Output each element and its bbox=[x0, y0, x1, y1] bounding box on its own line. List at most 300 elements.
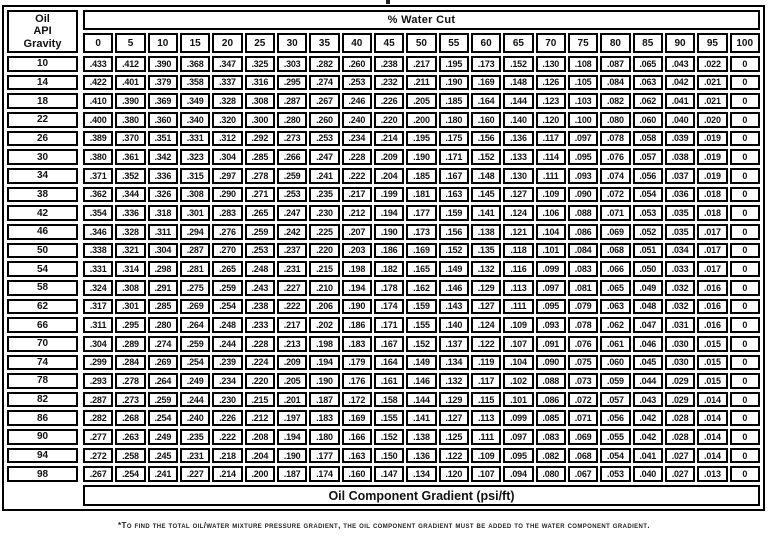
gradient-value-cell: .100 bbox=[568, 112, 598, 128]
gradient-value-cell: .103 bbox=[568, 93, 598, 109]
gradient-value-cell: .390 bbox=[115, 93, 145, 109]
gradient-value-cell: .259 bbox=[148, 392, 178, 408]
gradient-value-cell: .066 bbox=[600, 261, 630, 277]
gradient-value-cell: .241 bbox=[148, 466, 178, 482]
gradient-value-cell: .081 bbox=[568, 280, 598, 296]
water-cut-col-header: 45 bbox=[374, 33, 404, 53]
gradient-value-cell: .379 bbox=[148, 75, 178, 91]
gravity-row-label: 30 bbox=[7, 149, 78, 165]
gradient-value-cell: .389 bbox=[83, 131, 113, 147]
gradient-value-cell: .200 bbox=[406, 112, 436, 128]
gradient-value-cell: .244 bbox=[212, 336, 242, 352]
gradient-value-cell: .242 bbox=[277, 224, 307, 240]
gradient-value-cell: .422 bbox=[83, 75, 113, 91]
gradient-value-cell: .086 bbox=[568, 224, 598, 240]
gradient-value-cell: .030 bbox=[665, 355, 695, 371]
gradient-value-cell: .152 bbox=[503, 56, 533, 72]
gradient-value-cell: .167 bbox=[374, 336, 404, 352]
gradient-value-cell: .190 bbox=[374, 224, 404, 240]
gradient-value-cell: .134 bbox=[439, 355, 469, 371]
gradient-value-cell: .235 bbox=[180, 429, 210, 445]
gravity-row-label: 58 bbox=[7, 280, 78, 296]
gradient-value-cell: .259 bbox=[277, 168, 307, 184]
gradient-value-cell: .273 bbox=[115, 392, 145, 408]
gravity-row-label: 70 bbox=[7, 336, 78, 352]
gradient-value-cell: .182 bbox=[374, 261, 404, 277]
gradient-value-cell: .051 bbox=[633, 243, 663, 259]
gradient-value-cell: .053 bbox=[600, 466, 630, 482]
gradient-value-cell: .312 bbox=[212, 131, 242, 147]
gradient-value-cell: .214 bbox=[374, 131, 404, 147]
gradient-value-cell: .072 bbox=[600, 187, 630, 203]
gradient-value-cell: .263 bbox=[115, 429, 145, 445]
gradient-value-cell: .205 bbox=[277, 373, 307, 389]
gradient-value-cell: .285 bbox=[245, 149, 275, 165]
gradient-value-cell: .220 bbox=[374, 112, 404, 128]
gravity-header-line-2: API bbox=[33, 25, 52, 38]
gradient-value-cell: .013 bbox=[697, 466, 727, 482]
table-row bbox=[83, 243, 760, 259]
table-row bbox=[83, 355, 760, 371]
gradient-value-cell: .169 bbox=[471, 75, 501, 91]
gradient-value-cell: .068 bbox=[600, 243, 630, 259]
gradient-value-cell: .304 bbox=[212, 149, 242, 165]
gravity-row-label: 90 bbox=[7, 429, 78, 445]
gradient-value-cell: .048 bbox=[633, 299, 663, 315]
gradient-value-cell: .300 bbox=[245, 112, 275, 128]
gradient-value-cell: .284 bbox=[115, 355, 145, 371]
gradient-value-cell: .328 bbox=[212, 93, 242, 109]
gradient-value-cell: .220 bbox=[245, 373, 275, 389]
gradient-value-cell: .014 bbox=[697, 429, 727, 445]
gradient-value-cell: .136 bbox=[406, 448, 436, 464]
gradient-value-cell: .137 bbox=[439, 336, 469, 352]
gradient-value-cell: .133 bbox=[503, 149, 533, 165]
gradient-value-cell: .230 bbox=[212, 392, 242, 408]
gradient-value-cell: .102 bbox=[503, 373, 533, 389]
gradient-value-cell: .303 bbox=[277, 56, 307, 72]
gradient-value-cell: .195 bbox=[406, 131, 436, 147]
water-cut-col-header: 100 bbox=[730, 33, 760, 53]
gradient-value-cell: .095 bbox=[536, 299, 566, 315]
gradient-value-cell: .259 bbox=[180, 336, 210, 352]
gradient-value-cell: .308 bbox=[115, 280, 145, 296]
gradient-value-cell: .282 bbox=[83, 410, 113, 426]
gradient-value-cell: .163 bbox=[439, 187, 469, 203]
water-cut-col-header: 50 bbox=[406, 33, 436, 53]
gradient-value-cell: .148 bbox=[503, 75, 533, 91]
table-row bbox=[83, 131, 760, 147]
table-row bbox=[83, 280, 760, 296]
gradient-value-cell: .160 bbox=[471, 112, 501, 128]
gradient-value-cell: 0 bbox=[730, 410, 760, 426]
gradient-value-cell: .294 bbox=[180, 224, 210, 240]
gradient-value-cell: .369 bbox=[148, 93, 178, 109]
gradient-value-cell: .115 bbox=[471, 392, 501, 408]
gradient-value-cell: .264 bbox=[180, 317, 210, 333]
gradient-value-cell: .059 bbox=[600, 373, 630, 389]
gradient-value-cell: .231 bbox=[180, 448, 210, 464]
gradient-value-cell: .122 bbox=[471, 336, 501, 352]
gradient-value-cell: .360 bbox=[148, 112, 178, 128]
gradient-value-cell: .198 bbox=[309, 336, 339, 352]
gradient-value-cell: .111 bbox=[536, 168, 566, 184]
gradient-value-cell: .069 bbox=[600, 224, 630, 240]
gradient-value-cell: .354 bbox=[83, 205, 113, 221]
gradient-value-cell: .084 bbox=[600, 75, 630, 91]
gradient-value-cell: .287 bbox=[180, 243, 210, 259]
gradient-value-cell: .352 bbox=[115, 168, 145, 184]
water-cut-col-header: 75 bbox=[568, 33, 598, 53]
gradient-value-cell: .062 bbox=[600, 317, 630, 333]
gravity-column-spacer bbox=[7, 485, 78, 506]
gradient-value-cell: .129 bbox=[471, 280, 501, 296]
gradient-value-cell: .097 bbox=[568, 131, 598, 147]
gradient-value-cell: .194 bbox=[374, 205, 404, 221]
gravity-row-label: 62 bbox=[7, 299, 78, 315]
gradient-value-cell: .144 bbox=[503, 93, 533, 109]
gradient-value-cell: .187 bbox=[309, 392, 339, 408]
gradient-value-cell: .190 bbox=[406, 149, 436, 165]
gradient-value-cell: .080 bbox=[600, 112, 630, 128]
gradient-value-cell: .253 bbox=[342, 75, 372, 91]
gradient-value-cell: .222 bbox=[212, 429, 242, 445]
gradient-value-cell: .346 bbox=[83, 224, 113, 240]
table-row bbox=[83, 336, 760, 352]
gradient-value-cell: .190 bbox=[342, 299, 372, 315]
water-cut-col-header: 20 bbox=[212, 33, 242, 53]
gradient-value-cell: 0 bbox=[730, 205, 760, 221]
gradient-value-cell: .018 bbox=[697, 205, 727, 221]
gradient-value-cell: .258 bbox=[115, 448, 145, 464]
gradient-value-cell: .226 bbox=[374, 93, 404, 109]
gradient-value-cell: .174 bbox=[374, 299, 404, 315]
gradient-value-cell: .148 bbox=[471, 168, 501, 184]
gradient-value-cell: .178 bbox=[374, 280, 404, 296]
gradient-value-cell: .390 bbox=[148, 56, 178, 72]
oil-gradient-table bbox=[2, 5, 765, 511]
gravity-row-label: 54 bbox=[7, 261, 78, 277]
gradient-value-cell: .278 bbox=[245, 168, 275, 184]
gradient-value-cell: .093 bbox=[568, 168, 598, 184]
gravity-row-label: 82 bbox=[7, 392, 78, 408]
water-cut-col-header: 65 bbox=[503, 33, 533, 53]
gradient-value-cell: 0 bbox=[730, 112, 760, 128]
water-cut-col-header: 85 bbox=[633, 33, 663, 53]
gradient-value-cell: .130 bbox=[503, 168, 533, 184]
gradient-value-cell: .272 bbox=[83, 448, 113, 464]
gradient-value-cell: .234 bbox=[342, 131, 372, 147]
gradient-value-cell: .156 bbox=[471, 131, 501, 147]
gradient-value-cell: .039 bbox=[665, 131, 695, 147]
gradient-value-cell: .117 bbox=[471, 373, 501, 389]
gradient-value-cell: .055 bbox=[600, 429, 630, 445]
gradient-value-cell: .164 bbox=[471, 93, 501, 109]
gradient-value-cell: .079 bbox=[568, 299, 598, 315]
gradient-value-cell: .075 bbox=[568, 355, 598, 371]
gradient-value-cell: .289 bbox=[115, 336, 145, 352]
gradient-value-cell: .260 bbox=[342, 56, 372, 72]
gradient-value-cell: .267 bbox=[309, 93, 339, 109]
gradient-value-cell: .260 bbox=[309, 112, 339, 128]
gradient-value-cell: .217 bbox=[342, 187, 372, 203]
gradient-value-cell: .032 bbox=[665, 280, 695, 296]
gradient-value-cell: .057 bbox=[633, 149, 663, 165]
gradient-value-cell: .147 bbox=[374, 466, 404, 482]
gradient-value-cell: .246 bbox=[342, 93, 372, 109]
gradient-value-cell: 0 bbox=[730, 355, 760, 371]
gradient-value-cell: .158 bbox=[374, 392, 404, 408]
gravity-row-label: 50 bbox=[7, 243, 78, 259]
gradient-value-cell: 0 bbox=[730, 149, 760, 165]
table-row bbox=[83, 392, 760, 408]
gradient-value-cell: .325 bbox=[245, 56, 275, 72]
gradient-value-cell: 0 bbox=[730, 168, 760, 184]
gradient-value-cell: .060 bbox=[600, 355, 630, 371]
gradient-value-cell: .297 bbox=[212, 168, 242, 184]
gradient-value-cell: .180 bbox=[309, 429, 339, 445]
gradient-value-cell: .240 bbox=[342, 112, 372, 128]
gradient-value-cell: .149 bbox=[406, 355, 436, 371]
gradient-value-cell: .321 bbox=[115, 243, 145, 259]
gradient-value-cell: .204 bbox=[245, 448, 275, 464]
gradient-value-cell: .109 bbox=[471, 448, 501, 464]
gradient-value-cell: .127 bbox=[439, 410, 469, 426]
gradient-value-cell: .183 bbox=[342, 336, 372, 352]
gradient-value-cell: .040 bbox=[665, 112, 695, 128]
gradient-value-cell: .175 bbox=[439, 131, 469, 147]
gradient-value-cell: .083 bbox=[536, 429, 566, 445]
gradient-value-cell: .340 bbox=[180, 112, 210, 128]
table-row bbox=[83, 112, 760, 128]
gradient-value-cell: .159 bbox=[439, 205, 469, 221]
gradient-value-cell: .022 bbox=[697, 56, 727, 72]
gradient-value-cell: .107 bbox=[503, 336, 533, 352]
gradient-value-cell: .240 bbox=[180, 410, 210, 426]
gradient-value-cell: .274 bbox=[148, 336, 178, 352]
gradient-value-cell: .031 bbox=[665, 317, 695, 333]
cropped-title-remnant bbox=[386, 0, 390, 4]
gradient-value-cell: .150 bbox=[374, 448, 404, 464]
gradient-value-cell: .149 bbox=[439, 261, 469, 277]
gradient-value-cell: .041 bbox=[665, 93, 695, 109]
gradient-value-cell: .027 bbox=[665, 466, 695, 482]
gradient-value-cell: .101 bbox=[536, 243, 566, 259]
gradient-value-cell: .040 bbox=[633, 466, 663, 482]
gradient-value-cell: .176 bbox=[342, 373, 372, 389]
gradient-value-cell: .214 bbox=[212, 466, 242, 482]
gradient-value-cell: .249 bbox=[148, 429, 178, 445]
gradient-value-cell: .143 bbox=[439, 299, 469, 315]
gradient-value-cell: .018 bbox=[697, 187, 727, 203]
gradient-value-cell: .028 bbox=[665, 410, 695, 426]
gradient-value-cell: .076 bbox=[600, 149, 630, 165]
gradient-value-cell: .105 bbox=[568, 75, 598, 91]
gradient-value-cell: .047 bbox=[633, 317, 663, 333]
gradient-value-cell: 0 bbox=[730, 466, 760, 482]
water-cut-col-header: 40 bbox=[342, 33, 372, 53]
gradient-value-cell: .106 bbox=[536, 205, 566, 221]
gradient-value-cell: .017 bbox=[697, 243, 727, 259]
gradient-value-cell: .254 bbox=[115, 466, 145, 482]
gradient-value-cell: .245 bbox=[148, 448, 178, 464]
table-row bbox=[83, 56, 760, 72]
gradient-value-cell: .044 bbox=[633, 373, 663, 389]
gradient-value-cell: .222 bbox=[277, 299, 307, 315]
gradient-value-cell: .045 bbox=[633, 355, 663, 371]
gradient-value-cell: .113 bbox=[503, 280, 533, 296]
gradient-value-cell: .124 bbox=[503, 205, 533, 221]
gradient-value-cell: 0 bbox=[730, 336, 760, 352]
water-cut-col-header: 70 bbox=[536, 33, 566, 53]
gravity-header-line-3: Gravity bbox=[23, 37, 62, 50]
gradient-value-cell: .299 bbox=[83, 355, 113, 371]
gradient-value-cell: .016 bbox=[697, 299, 727, 315]
gradient-value-cell: .253 bbox=[277, 187, 307, 203]
gradient-value-cell: .285 bbox=[148, 299, 178, 315]
gradient-value-cell: .109 bbox=[536, 187, 566, 203]
gradient-value-cell: .338 bbox=[83, 243, 113, 259]
gradient-value-cell: .226 bbox=[212, 410, 242, 426]
gradient-value-cell: .094 bbox=[503, 466, 533, 482]
gradient-value-cell: .271 bbox=[245, 187, 275, 203]
gradient-value-cell: .220 bbox=[309, 243, 339, 259]
gradient-value-cell: .337 bbox=[212, 75, 242, 91]
gradient-value-cell: .190 bbox=[309, 373, 339, 389]
gradient-value-cell: .213 bbox=[277, 336, 307, 352]
gradient-value-cell: .164 bbox=[374, 355, 404, 371]
gradient-value-cell: .169 bbox=[406, 243, 436, 259]
gravity-row-label: 18 bbox=[7, 93, 78, 109]
gradient-value-cell: .227 bbox=[277, 280, 307, 296]
gradient-value-cell: .210 bbox=[309, 280, 339, 296]
gradient-value-cell: .015 bbox=[697, 336, 727, 352]
gradient-value-cell: .033 bbox=[665, 261, 695, 277]
gradient-value-cell: .311 bbox=[83, 317, 113, 333]
gradient-value-cell: .161 bbox=[374, 373, 404, 389]
gradient-value-cell: .254 bbox=[180, 355, 210, 371]
gradient-value-cell: .254 bbox=[148, 410, 178, 426]
gradient-value-cell: .117 bbox=[536, 131, 566, 147]
gradient-value-cell: .230 bbox=[309, 205, 339, 221]
gradient-value-cell: .172 bbox=[342, 392, 372, 408]
gradient-value-cell: .060 bbox=[633, 112, 663, 128]
gradient-value-cell: .159 bbox=[406, 299, 436, 315]
gradient-value-cell: 0 bbox=[730, 187, 760, 203]
gradient-value-cell: .014 bbox=[697, 410, 727, 426]
gradient-value-cell: .054 bbox=[600, 448, 630, 464]
gradient-value-cell: .209 bbox=[374, 149, 404, 165]
gradient-value-cell: .239 bbox=[212, 355, 242, 371]
water-cut-col-header: 5 bbox=[115, 33, 145, 53]
gradient-value-cell: .138 bbox=[406, 429, 436, 445]
gravity-row-label: 26 bbox=[7, 131, 78, 147]
gradient-value-cell: .037 bbox=[665, 168, 695, 184]
gradient-value-cell: .287 bbox=[277, 93, 307, 109]
gradient-value-cell: .014 bbox=[697, 392, 727, 408]
gradient-value-cell: .331 bbox=[83, 261, 113, 277]
gradient-value-cell: .017 bbox=[697, 261, 727, 277]
table-row bbox=[83, 299, 760, 315]
gradient-value-cell: .046 bbox=[633, 336, 663, 352]
gradient-value-cell: .052 bbox=[633, 224, 663, 240]
gradient-value-cell: .124 bbox=[471, 317, 501, 333]
water-cut-table bbox=[83, 10, 760, 506]
gradient-value-cell: .035 bbox=[665, 205, 695, 221]
gradient-value-cell: .186 bbox=[374, 243, 404, 259]
gradient-value-cell: .351 bbox=[148, 131, 178, 147]
gradient-value-cell: .194 bbox=[309, 355, 339, 371]
gradient-value-cell: .093 bbox=[536, 317, 566, 333]
gradient-value-cell: .152 bbox=[374, 429, 404, 445]
gradient-value-cell: .146 bbox=[439, 280, 469, 296]
gradient-value-cell: .084 bbox=[568, 243, 598, 259]
gradient-value-cell: .118 bbox=[503, 243, 533, 259]
gradient-value-cell: .361 bbox=[115, 149, 145, 165]
gradient-value-cell: .120 bbox=[536, 112, 566, 128]
gradient-value-cell: .180 bbox=[439, 112, 469, 128]
table-row bbox=[83, 466, 760, 482]
gradient-value-cell: .141 bbox=[471, 205, 501, 221]
gradient-value-cell: .088 bbox=[536, 373, 566, 389]
gradient-value-cell: .412 bbox=[115, 56, 145, 72]
gradient-value-cell: .061 bbox=[600, 336, 630, 352]
gradient-value-cell: .215 bbox=[245, 392, 275, 408]
gradient-value-cell: .291 bbox=[148, 280, 178, 296]
table-row bbox=[83, 93, 760, 109]
gradient-value-cell: .163 bbox=[342, 448, 372, 464]
gradient-value-cell: 0 bbox=[730, 392, 760, 408]
gradient-value-cell: .099 bbox=[536, 261, 566, 277]
gradient-value-cell: .233 bbox=[245, 317, 275, 333]
gradient-value-cell: .323 bbox=[180, 149, 210, 165]
gradient-value-cell: .113 bbox=[471, 410, 501, 426]
gradient-value-cell: .231 bbox=[277, 261, 307, 277]
gradient-value-cell: .235 bbox=[309, 187, 339, 203]
water-cut-header: % Water Cut bbox=[83, 10, 760, 30]
gradient-value-cell: .207 bbox=[342, 224, 372, 240]
gradient-value-cell: .108 bbox=[568, 56, 598, 72]
gradient-value-cell: .032 bbox=[665, 299, 695, 315]
gradient-value-cell: .091 bbox=[536, 336, 566, 352]
gradient-value-cell: .073 bbox=[568, 373, 598, 389]
gradient-value-cell: .190 bbox=[277, 448, 307, 464]
gradient-value-cell: .326 bbox=[148, 187, 178, 203]
gradient-value-cell: .185 bbox=[406, 168, 436, 184]
gradient-value-cell: .021 bbox=[697, 75, 727, 91]
water-cut-col-header: 90 bbox=[665, 33, 695, 53]
gradient-value-cell: .068 bbox=[568, 448, 598, 464]
gradient-value-cell: 0 bbox=[730, 373, 760, 389]
gradient-value-cell: .277 bbox=[83, 429, 113, 445]
gravity-row-label: 46 bbox=[7, 224, 78, 240]
gradient-value-cell: .228 bbox=[245, 336, 275, 352]
gradient-value-cell: .344 bbox=[115, 187, 145, 203]
gradient-value-cell: .308 bbox=[180, 187, 210, 203]
gradient-value-cell: .135 bbox=[471, 243, 501, 259]
gradient-value-cell: .072 bbox=[568, 392, 598, 408]
gradient-value-cell: .187 bbox=[277, 466, 307, 482]
gradient-value-cell: .042 bbox=[633, 410, 663, 426]
gradient-value-cell: .181 bbox=[406, 187, 436, 203]
gradient-value-cell: 0 bbox=[730, 131, 760, 147]
gradient-value-cell: 0 bbox=[730, 261, 760, 277]
water-cut-col-header: 15 bbox=[180, 33, 210, 53]
gradient-value-cell: .144 bbox=[406, 392, 436, 408]
gradient-value-cell: .111 bbox=[471, 429, 501, 445]
gradient-value-cell: .212 bbox=[245, 410, 275, 426]
gradient-value-cell: .265 bbox=[212, 261, 242, 277]
